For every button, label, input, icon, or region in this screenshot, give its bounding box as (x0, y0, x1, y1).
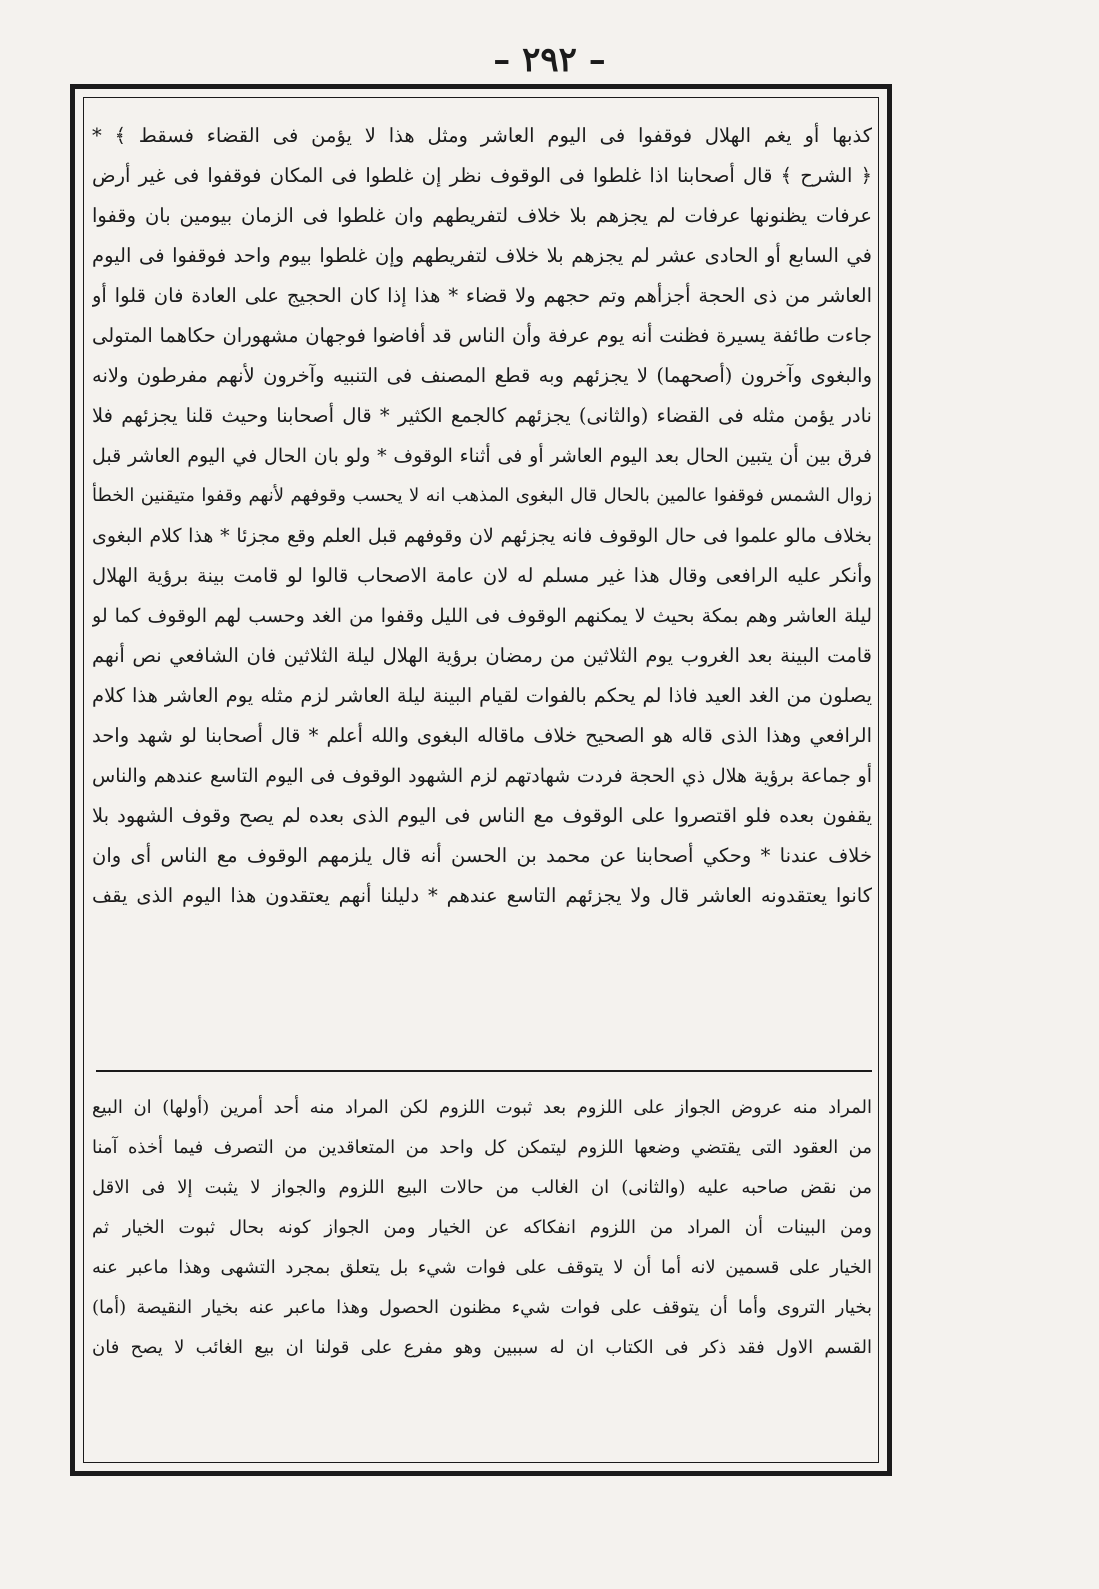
footnote-divider (96, 1070, 872, 1072)
footnote-line: ومن البينات أن المراد من اللزوم انفكاكه عن الخيار ومن الجواز كونه بحال ثبوت الخيار ثم (92, 1217, 872, 1238)
main-line: في السابع أو الحادى عشر لم يجزهم بلا خلاف لتفريطهم وإن غلطوا بيوم واحد فوقفوا فى اليوم (92, 244, 872, 267)
main-line: كذبها أو يغم الهلال فوقفوا فى اليوم العاشر ومثل هذا لا يؤمن فى القضاء فسقط ﴾ * (92, 124, 872, 147)
footnote-line: من العقود التى يقتضي وضعها اللزوم ليتمكن كل واحد من المتعاقدين من التصرف فيما أخذه آمنا (92, 1137, 872, 1158)
main-line: ليلة العاشر وهم بمكة بحيث لا يمكنهم الوقوف فى الليل وقفوا من الغد وحسب لهم الوقوف كما لو (92, 605, 872, 627)
main-line: أو جماعة برؤية هلال ذي الحجة فردت شهادتهم لزم الشهود الوقوف فى اليوم التاسع عندهم والناس (92, 765, 872, 787)
main-line: جاءت طائفة يسيرة فظنت أنه يوم عرفة وأن الناس قد أفاضوا فوجهان مشهوران حكاهما المتولى (92, 324, 872, 347)
main-line: وأنكر عليه الرافعى وقال هذا غير مسلم له لان عامة الاصحاب قالوا لو قامت بينة برؤية الهلال (92, 564, 872, 587)
main-line: ﴿ الشرح ﴾ قال أصحابنا اذا غلطوا فى الوقوف نظر إن غلطوا فى المكان فوقفوا فى غير أرض (92, 164, 872, 187)
main-line: عرفات يظنونها عرفات لم يجزهم بلا خلاف لتفريطهم وان غلطوا فى الزمان بيومين بان وقفوا (92, 204, 872, 227)
main-text (92, 116, 872, 916)
footnote-line: الخيار على قسمين لانه أما أن لا يتوقف على فوات شيء بل يتعلق بمجرد التشهى وهذا ماعبر عنه (92, 1257, 872, 1278)
main-line: العاشر من ذى الحجة أجزأهم وتم حجهم ولا قضاء * هذا إذا كان الحجيج على العادة فان قلوا أو (92, 284, 872, 307)
main-line: والبغوى وآخرون (أصحهما) لا يجزئهم وبه قطع المصنف فى التنبيه وآخرون لأنهم مفرطون ولانه (92, 364, 872, 387)
footnote-line: بخيار التروى وأما أن يتوقف على فوات شيء مظنون الحصول وهذا ماعبر عنه بخيار النقيصة (أما) (92, 1297, 872, 1318)
main-line: الرافعي وهذا الذى قاله هو الصحيح خلاف ماقاله البغوى والله أعلم * قال أصحابنا لو شهد واحد (92, 724, 872, 747)
main-line: نادر يؤمن مثله فى القضاء (والثانى) يجزئهم كالجمع الكثير * قال أصحابنا وحيث قلنا يجزئهم فلا (92, 404, 872, 427)
footnote-line: من نقض صاحبه عليه (والثانى) ان الغالب من حالات البيع اللزوم والجواز لا يثبت إلا فى الاقل (92, 1177, 872, 1198)
footnote-line: القسم الاول فقد ذكر فى الكتاب ان له سببين وهو مفرع على قولنا ان بيع الغائب لا يصح فان (92, 1337, 872, 1358)
main-line: يقفون بعده فلو اقتصروا على الوقوف مع الناس فى اليوم الذى بعده لم يصح وقوف الشهود بلا (92, 804, 872, 827)
main-line: زوال الشمس فوقفوا عالمين بالحال قال البغوى المذهب انه لا يحسب وقوفهم لأنهم وقفوا متيقنين الخطأ (92, 485, 872, 506)
main-line: خلاف عندنا * وحكي أصحابنا عن محمد بن الحسن أنه قال يلزمهم الوقوف مع الناس أى وان (92, 844, 872, 867)
footnote-text (92, 1088, 872, 1368)
footnote-line: المراد منه عروض الجواز على اللزوم بعد ثبوت اللزوم لكن المراد منه أحد أمرين (أولها) ان البيع (92, 1097, 872, 1118)
main-line: قامت البينة بعد الغروب يوم الثلاثين من رمضان برؤية الهلال ليلة الثلاثين فان الشافعي نص أنهم (92, 644, 872, 667)
main-line: يصلون من الغد العيد فاذا لم يحكم بالفوات لقيام البينة ليلة العاشر لزم مثله يوم العاشر هذا كلام (92, 684, 872, 707)
main-line: بخلاف مالو علموا فى حال الوقوف فانه يجزئهم لان وقوفهم قبل العلم وقع مجزئا * هذا كلام البغوى (92, 525, 872, 547)
page-number: – ٢٩٢ – (493, 40, 606, 80)
main-line: فرق بين أن يتبين الحال بعد اليوم العاشر أو فى أثناء الوقوف * ولو بان الحال في اليوم العاشر قبل (92, 445, 872, 467)
main-line: كانوا يعتقدونه العاشر قال ولا يجزئهم التاسع عندهم * دليلنا أنهم يعتقدون هذا اليوم الذى يقف (92, 884, 872, 907)
